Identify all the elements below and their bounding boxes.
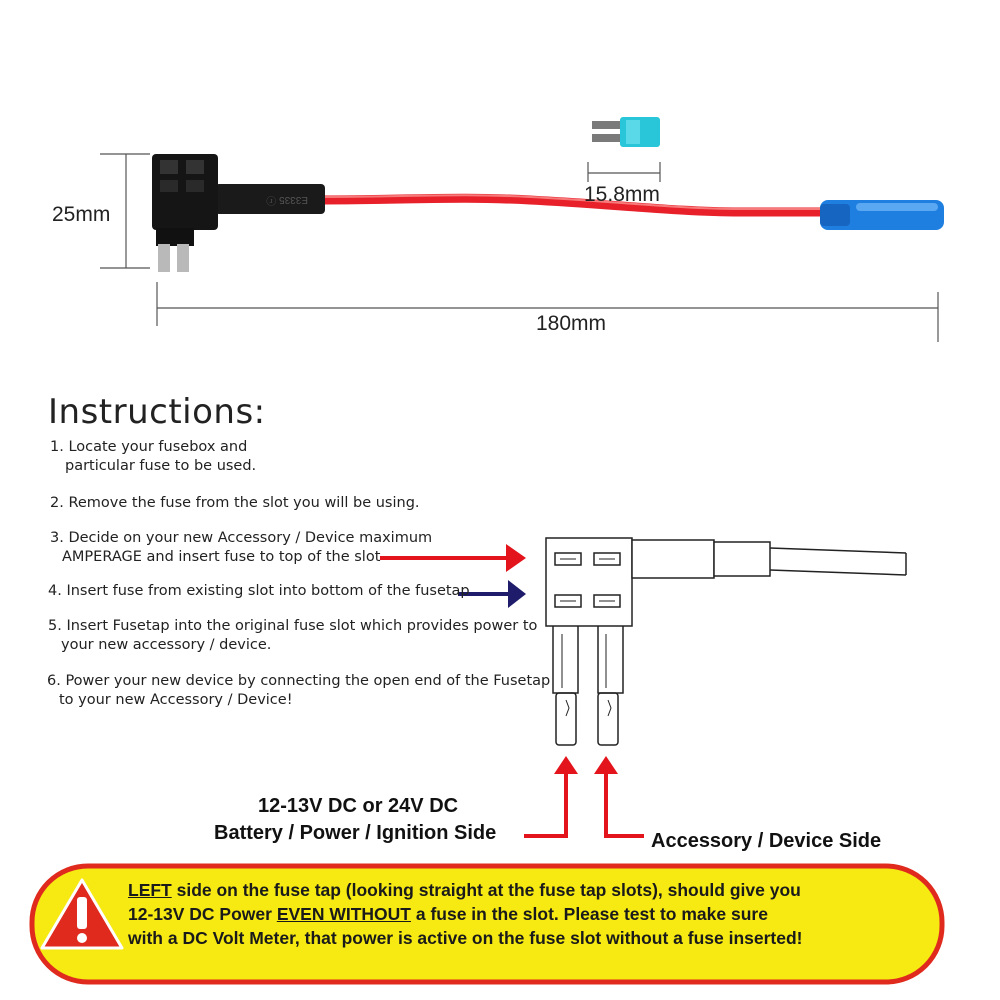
mini-fuse-photo: [592, 117, 660, 147]
fuse-dimension-line: [588, 162, 660, 182]
fuse-width-label: 15.8mm: [584, 183, 660, 206]
fuse-tap-line-drawing: [546, 538, 906, 745]
arrow-accessory-side: [594, 756, 644, 836]
warning-line-2: [128, 902, 928, 926]
accessory-label: Accessory / Device Side: [651, 830, 882, 852]
step-6-line-1: 6. Power your new device by connecting the open end of the Fusetap: [47, 673, 551, 689]
length-label: 180mm: [536, 312, 607, 335]
step-5-line-1: 5. Insert Fusetap into the original fuse slot which provides power to: [48, 618, 538, 634]
warning-part-3: a fuse in the slot. Please test to make sure: [410, 904, 768, 924]
warning-part-4: with a DC Volt Meter, that power is active on the fuse slot without a fuse inserted!: [128, 928, 803, 948]
step-1: [50, 438, 256, 476]
warning-even-without: EVEN WITHOUT: [276, 904, 411, 924]
warning-left-word: LEFT: [128, 880, 172, 900]
power-label-line-2: Battery / Power / Ignition Side: [214, 822, 497, 844]
step-3-line-2: AMPERAGE and insert fuse to top of the slot: [62, 549, 381, 565]
step-5: [48, 617, 537, 655]
warning-part-2: 12-13V DC Power: [128, 904, 277, 924]
instructions-title: Instructions:: [48, 392, 266, 432]
step-4: [48, 582, 470, 601]
step-3: [50, 529, 432, 567]
step-6-line-2: to your new Accessory / Device!: [59, 692, 293, 708]
step-6: [47, 672, 550, 710]
fuse-tap-photo: [152, 154, 218, 272]
warning-text: [128, 878, 928, 950]
step-5-line-2: your new accessory / device.: [61, 637, 272, 653]
arrow-power-side: [524, 756, 578, 836]
step-1-line-1: 1. Locate your fusebox and: [50, 439, 248, 455]
warning-line-3: [128, 926, 928, 950]
svg-text:E3335 ⓡ: E3335 ⓡ: [266, 194, 308, 205]
step-1-line-2: particular fuse to be used.: [65, 458, 257, 474]
warning-part-1: side on the fuse tap (looking straight at the fuse tap slots), should give you: [171, 880, 801, 900]
step-2: [50, 494, 420, 513]
step-2-line-1: 2. Remove the fuse from the slot you will be using.: [50, 495, 420, 511]
step-4-line-1: 4. Insert fuse from existing slot into bottom of the fusetap: [48, 583, 470, 599]
blue-connector-photo: [820, 200, 944, 230]
step-3-line-1: 3. Decide on your new Accessory / Device maximum: [50, 530, 433, 546]
height-label: 25mm: [52, 203, 111, 226]
warning-line-1: [128, 878, 928, 902]
power-label-line-1: 12-13V DC or 24V DC: [258, 795, 459, 817]
